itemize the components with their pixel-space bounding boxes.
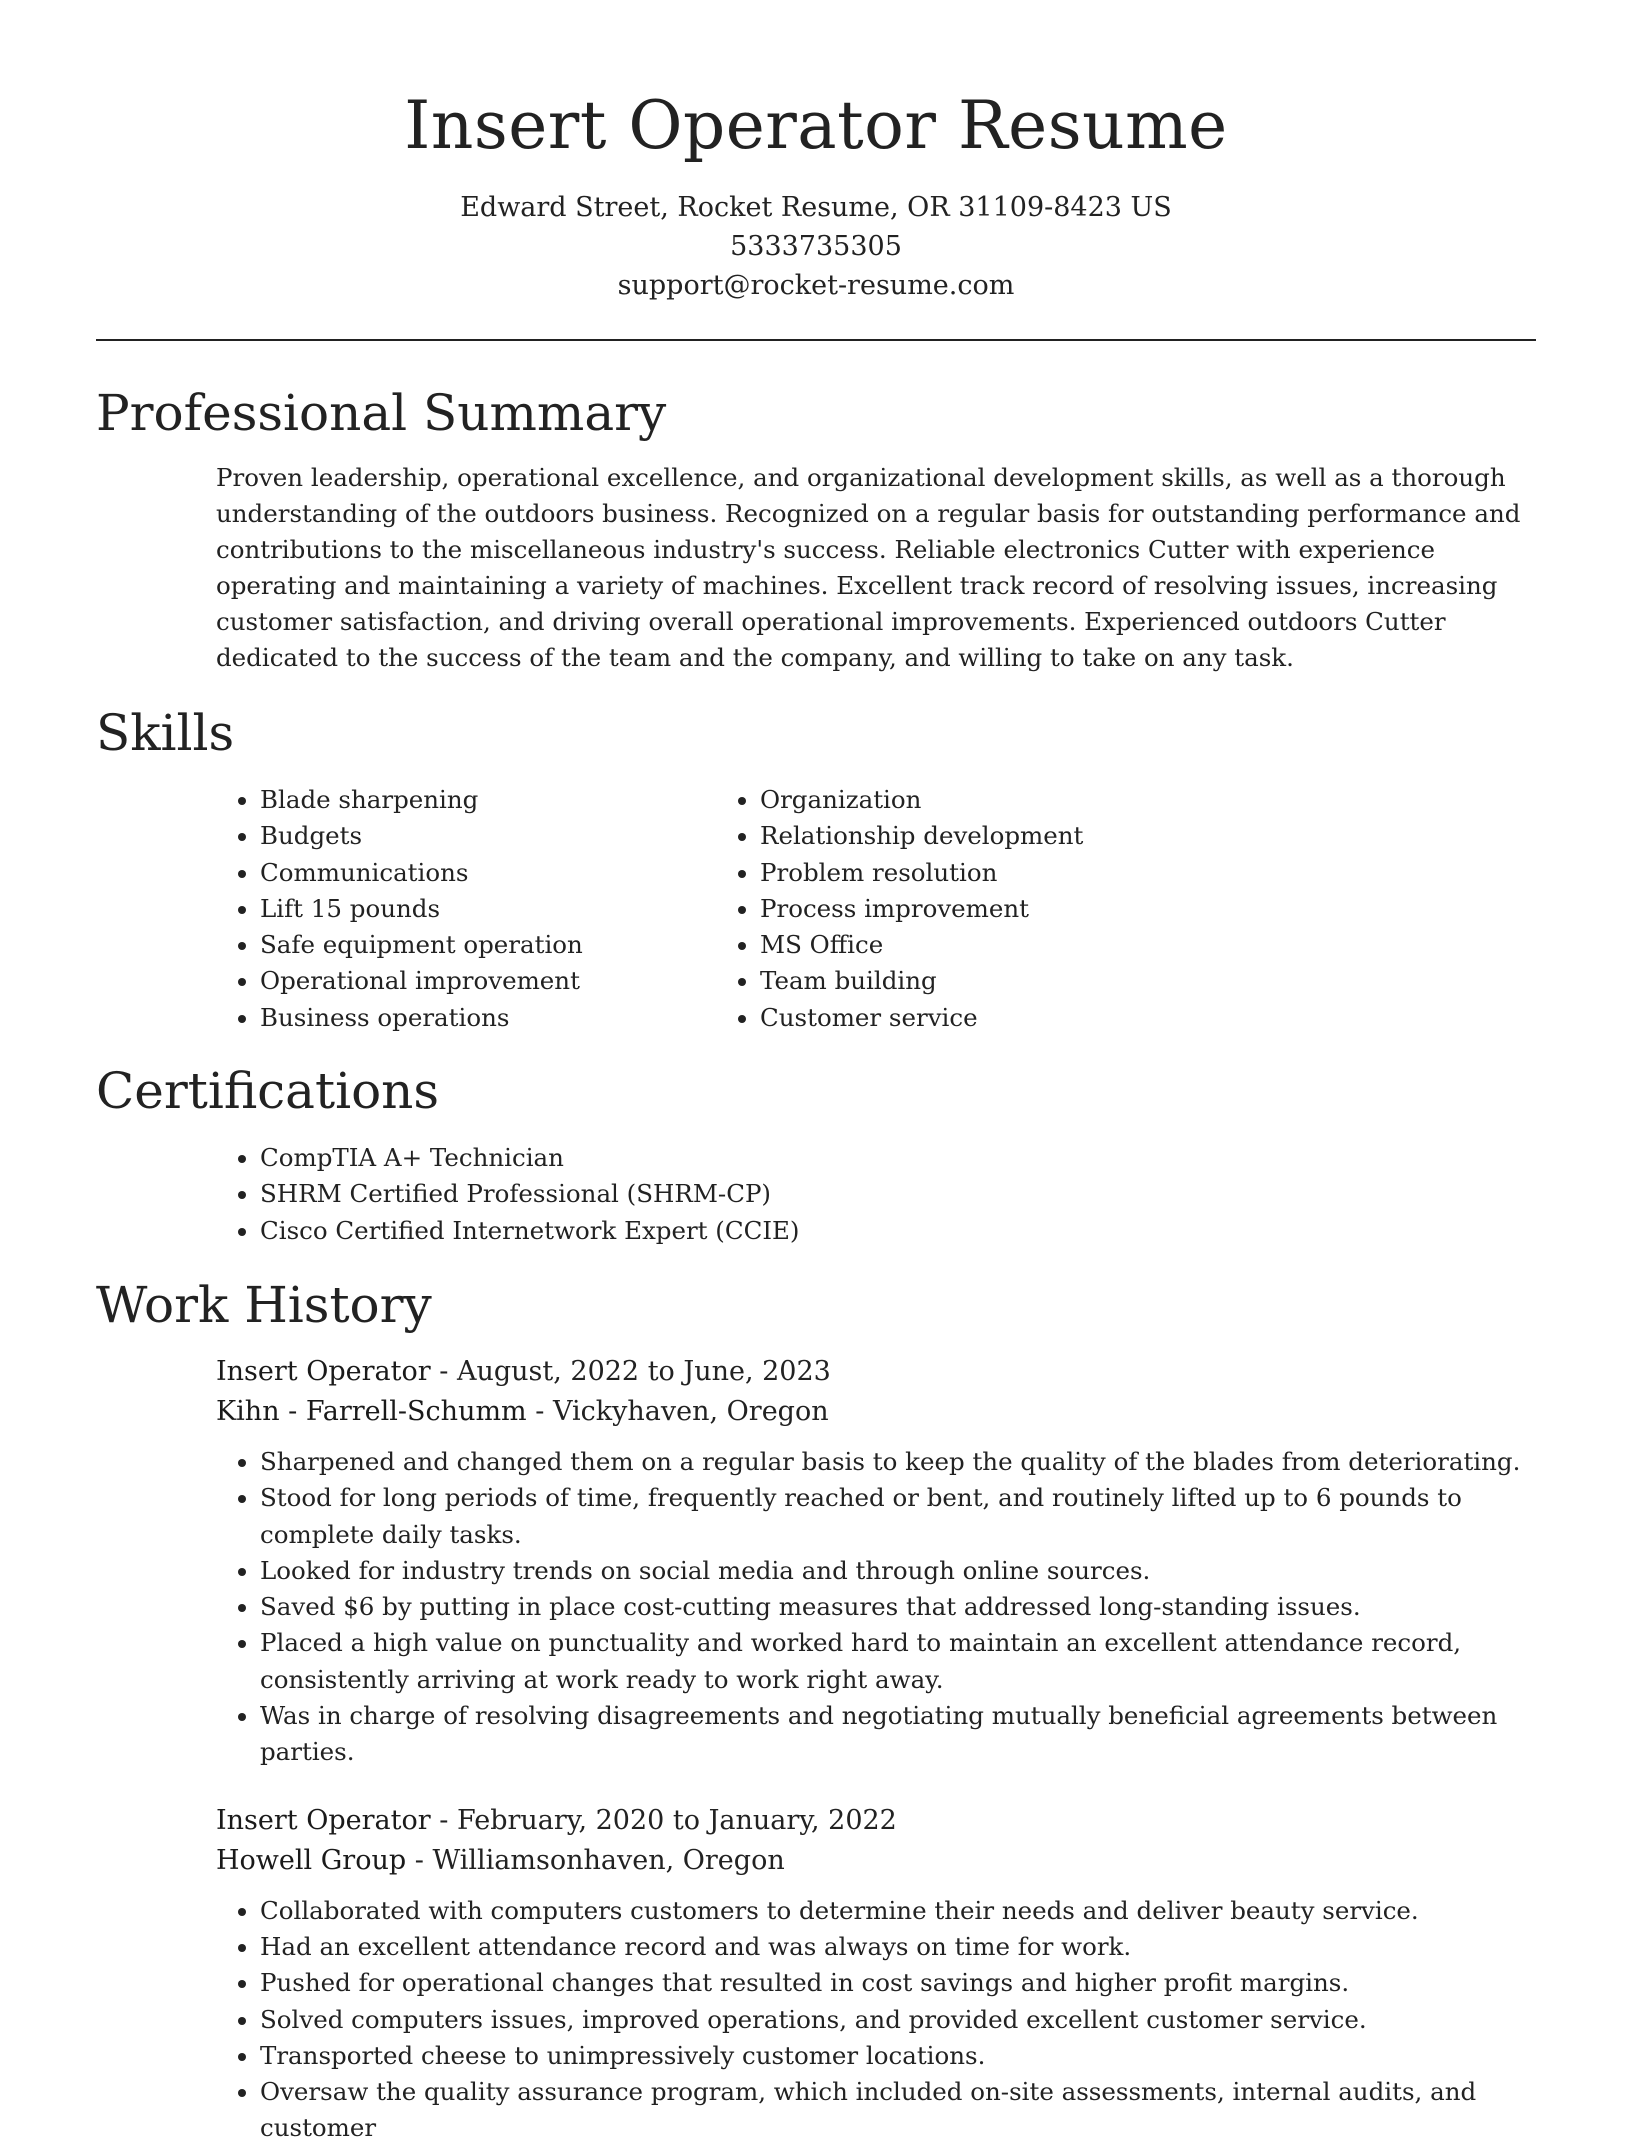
resume-page — [96, 0, 1536, 2143]
list-item: • Collaborated with computers customers to determine their needs and deliver beauty service. — [260, 1893, 1536, 1929]
job-bullets — [96, 1893, 1536, 2147]
job-role: Insert Operator — [216, 1804, 431, 1836]
separator: - — [439, 1356, 457, 1387]
separator: - — [414, 1844, 433, 1876]
contact-address: Edward Street, Rocket Resume, OR 31109-8423 US — [460, 192, 1172, 223]
job-location: Vickyhaven, Oregon — [552, 1396, 829, 1427]
skills-heading: Skills — [96, 704, 235, 762]
summary-section — [96, 380, 1536, 676]
job-entry — [96, 1801, 1536, 2147]
skills-grid — [96, 782, 1536, 1036]
job-company-line — [216, 1392, 1536, 1432]
list-item: • Customer service — [760, 1000, 1410, 1036]
list-item: • Oversaw the quality assurance program, which included on-site assessments, internal audits, and customer — [260, 2074, 1536, 2147]
job-company: Kihn - Farrell-Schumm — [216, 1396, 527, 1427]
certifications-list — [96, 1140, 1536, 1249]
list-item: • Solved computers issues, improved operations, and provided excellent customer service. — [260, 2002, 1536, 2038]
contact-block — [96, 188, 1536, 305]
list-item: • Pushed for operational changes that resulted in cost savings and higher profit margins. — [260, 1965, 1536, 2001]
list-item: • Stood for long periods of time, frequently reached or bent, and routinely lifted up to 6 pounds to complete daily tasks. — [260, 1480, 1536, 1553]
job-company: Howell Group — [216, 1844, 407, 1876]
list-item: • Organization — [760, 782, 1410, 818]
job-role-line — [216, 1801, 1536, 1841]
resume-title: Insert Operator Resume — [404, 87, 1228, 164]
skills-column-2 — [760, 782, 1410, 1036]
list-item: • Team building — [760, 963, 1410, 999]
certifications-heading: Certifications — [96, 1062, 440, 1120]
work-history-section — [96, 1272, 1536, 2147]
list-item: • Transported cheese to unimpressively customer locations. — [260, 2038, 1536, 2074]
list-item: • Cisco Certified Internetwork Expert (CCIE) — [260, 1213, 1536, 1249]
list-item: • Budgets — [260, 818, 910, 854]
skills-section — [96, 700, 1536, 1036]
list-item: • Was in charge of resolving disagreements and negotiating mutually beneficial agreements between parties. — [260, 1698, 1536, 1771]
list-item: • Placed a high value on punctuality and worked hard to maintain an excellent attendance record, consistently arriving at work ready to work right away. — [260, 1625, 1536, 1698]
list-item: • Looked for industry trends on social media and through online sources. — [260, 1553, 1536, 1589]
list-item: • SHRM Certified Professional (SHRM-CP) — [260, 1176, 1536, 1212]
job-role: Insert Operator — [216, 1356, 431, 1387]
job-role-line — [216, 1352, 1536, 1392]
list-item: • Saved $6 by putting in place cost-cutting measures that addressed long-standing issues. — [260, 1589, 1536, 1625]
list-item: • Business operations — [260, 1000, 910, 1036]
job-dates: August, 2022 to June, 2023 — [456, 1356, 831, 1387]
separator: - — [439, 1804, 457, 1836]
summary-text: Proven leadership, operational excellence, and organizational development skills, as well as a thorough understanding of the outdoors business. Recognized on a regular basis for outstanding performance and contributions to the miscellaneous industry's success. Reliable electronics Cutter with experience operating and maintaining a variety of machines. Excellent track record of resolving issues, increasing customer satisfaction, and driving overall operational improvements. Experienced outdoors Cutter dedicated to the success of the team and the company, and willing to take on any task. — [216, 463, 1521, 672]
job-entry — [96, 1352, 1536, 1771]
list-item: • CompTIA A+ Technician — [260, 1140, 1536, 1176]
list-item: • Communications — [260, 855, 910, 891]
work-history-heading: Work History — [96, 1276, 432, 1334]
job-dates: February, 2020 to January, 2022 — [456, 1804, 897, 1836]
list-item: • MS Office — [760, 927, 1410, 963]
contact-email: support@rocket-resume.com — [617, 270, 1015, 301]
list-item: • Operational improvement — [260, 963, 910, 999]
list-item: • Had an excellent attendance record and was always on time for work. — [260, 1929, 1536, 1965]
separator: - — [535, 1396, 553, 1427]
job-company-line — [216, 1841, 1536, 1881]
list-item: • Safe equipment operation — [260, 927, 910, 963]
list-item: • Process improvement — [760, 891, 1410, 927]
list-item: • Relationship development — [760, 818, 1410, 854]
job-bullets — [96, 1444, 1536, 1771]
contact-phone: 5333735305 — [730, 231, 902, 262]
list-item: • Lift 15 pounds — [260, 891, 910, 927]
job-location: Williamsonhaven, Oregon — [432, 1844, 785, 1876]
certifications-section — [96, 1058, 1536, 1249]
list-item: • Problem resolution — [760, 855, 1410, 891]
list-item: • Sharpened and changed them on a regular basis to keep the quality of the blades from deteriorating. — [260, 1444, 1536, 1480]
header-divider — [96, 339, 1536, 341]
list-item: • Blade sharpening — [260, 782, 910, 818]
resume-header — [96, 0, 1536, 341]
summary-heading: Professional Summary — [96, 384, 667, 442]
